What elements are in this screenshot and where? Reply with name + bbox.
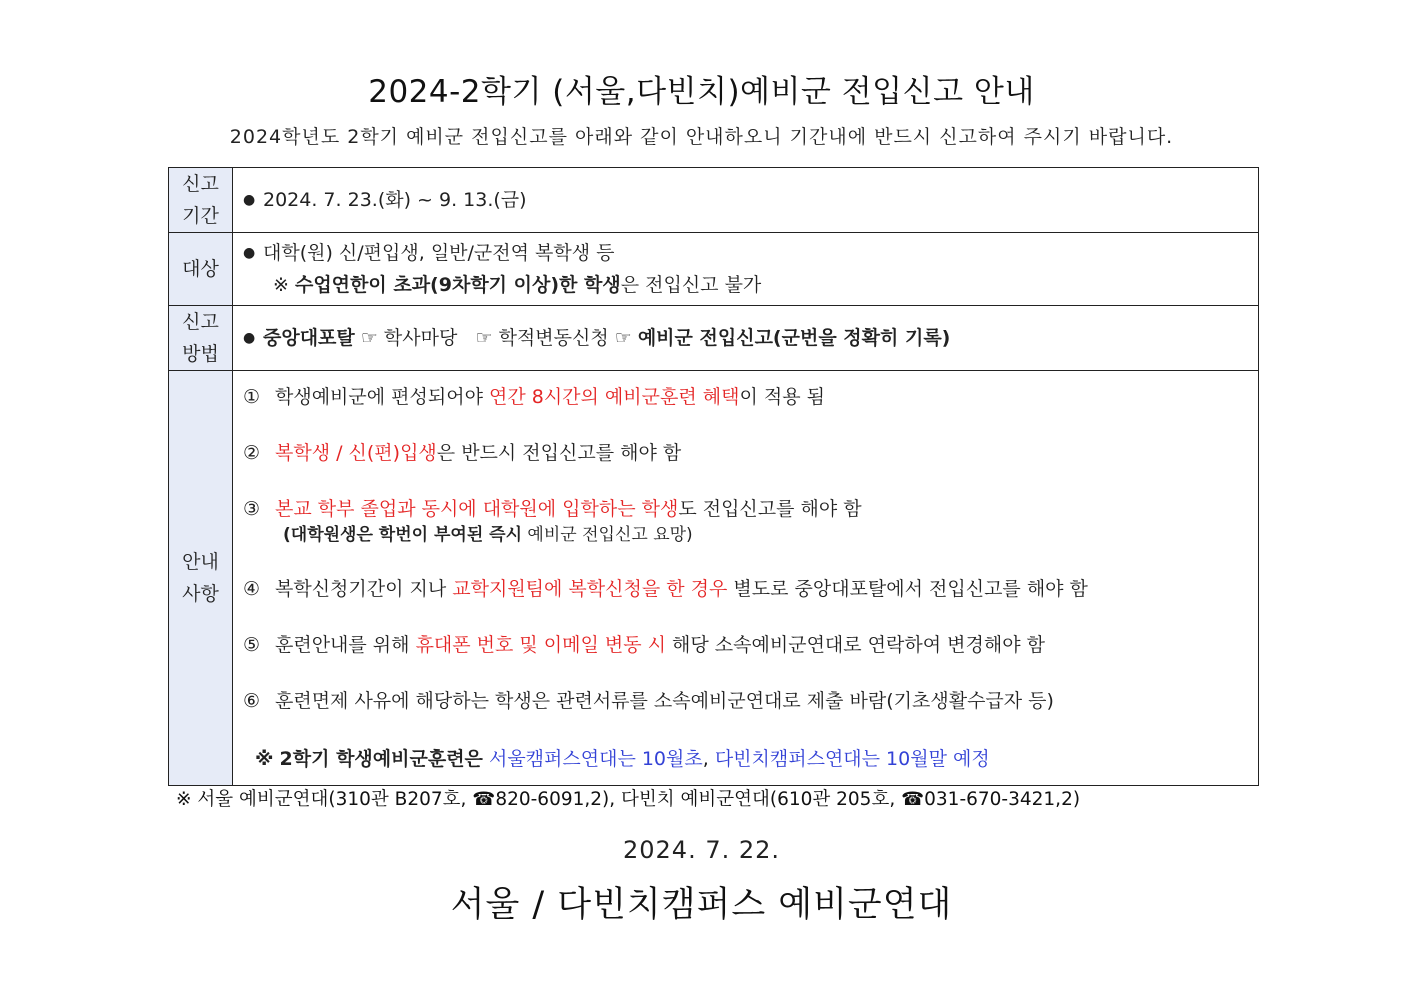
period-dates: 2024. 7. 23.(화) ~ 9. 13.(금) [263, 188, 527, 211]
label-line: 기간 [182, 205, 219, 227]
training-seoul: 서울캠퍼스연대는 10월초 [488, 748, 703, 770]
organization-name: 서울 / 다빈치캠퍼스 예비군연대 [450, 885, 953, 925]
notice-date: 2024. 7. 22. [622, 836, 781, 864]
row-method [169, 306, 1259, 371]
target-line: 대학(원) 신/편입생, 일반/군전역 복학생 등 [263, 241, 615, 264]
note-mark: ※ [255, 748, 274, 770]
target-note-bold: 수업연한이 초과(9차학기 이상)한 학생 [294, 274, 621, 297]
row-info [169, 371, 1259, 786]
bullet-icon: ● [243, 245, 256, 262]
bullet-icon: ● [243, 192, 256, 209]
method-content [233, 306, 1259, 371]
label-line: 방법 [182, 343, 219, 365]
method-step-portal: 중앙대포탈 [263, 326, 355, 349]
info-content [233, 371, 1259, 786]
row-period [169, 168, 1259, 233]
info-item: ③ 본교 학부 졸업과 동시에 대학원에 입학하는 학생도 전입신고를 해야 함 [243, 498, 862, 520]
notice-table [168, 167, 1259, 786]
training-note: ※ 2학기 학생예비군훈련은 서울캠퍼스연대는 10월초, 다빈치캠퍼스연대는 10월말 예정 [255, 748, 990, 770]
pointing-hand-icon: ☞ [360, 326, 378, 349]
contact-footnote: ※ 서울 예비군연대(310관 B207호, ☎820-6091,2), 다빈치 예비군연대(610관 205호, ☎031-670-3421,2) [176, 789, 1081, 810]
note-mark: ※ [273, 274, 289, 297]
label-info [169, 371, 233, 786]
target-content [233, 233, 1259, 306]
training-davinci: 다빈치캠퍼스연대는 10월말 예정 [714, 748, 990, 770]
label-period [169, 168, 233, 233]
training-bold: 2학기 학생예비군훈련은 [279, 748, 483, 770]
info-item: ② 복학생 / 신(편)입생은 반드시 전입신고를 해야 함 [243, 442, 682, 464]
info-item-sub: (대학원생은 학번이 부여된 즉시 예비군 전입신고 요망) [283, 525, 693, 545]
pointing-hand-icon: ☞ [614, 326, 632, 349]
bullet-icon: ● [243, 330, 256, 347]
label-line: 신고 [182, 173, 219, 195]
method-step-change: 학적변동신청 [498, 326, 609, 349]
label-line: 사항 [182, 583, 219, 605]
period-content [233, 168, 1259, 233]
label-line: 안내 [182, 551, 219, 573]
info-item: ④ 복학신청기간이 지나 교학지원팀에 복학신청을 한 경우 별도로 중앙대포탈에서 전입신고를 해야 함 [243, 578, 1088, 600]
method-step-reserve: 예비군 전입신고(군번을 정확히 기록) [637, 326, 951, 349]
target-note-rest: 은 전입신고 불가 [620, 274, 762, 297]
pointing-hand-icon: ☞ [475, 326, 493, 349]
intro-text: 2024학년도 2학기 예비군 전입신고를 아래와 같이 안내하오니 기간내에 반드시 신고하여 주시기 바랍니다. [229, 126, 1174, 148]
info-item: ⑤ 훈련안내를 위해 휴대폰 번호 및 이메일 변동 시 해당 소속예비군연대로 연락하여 변경해야 함 [243, 634, 1045, 656]
info-item: ⑥ 훈련면제 사유에 해당하는 학생은 관련서류를 소속예비군연대로 제출 바람(기초생활수급자 등) [243, 690, 1054, 712]
info-item: ① 학생예비군에 편성되어야 연간 8시간의 예비군훈련 혜택이 적용 됨 [243, 386, 825, 408]
label-method [169, 306, 233, 371]
method-step-academic: 학사마당 [383, 326, 458, 349]
row-target [169, 233, 1259, 306]
label-line: 신고 [182, 311, 219, 333]
label-target: 대상 [169, 233, 233, 306]
page-title: 2024-2학기 (서울,다빈치)예비군 전입신고 안내 [368, 74, 1035, 110]
